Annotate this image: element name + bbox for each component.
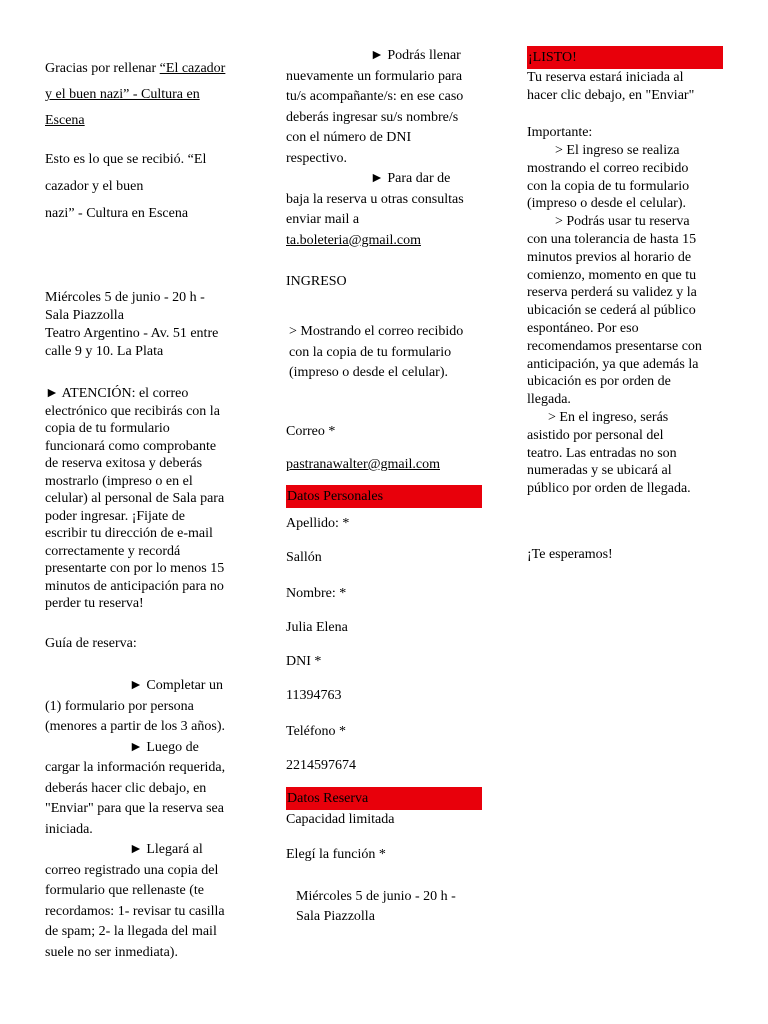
intro-text: [45, 56, 245, 134]
section-datos-personales: Datos Personales: [286, 485, 482, 508]
importante-line: con la copia de tu formulario: [527, 178, 690, 194]
dni-label: DNI *: [286, 654, 322, 669]
guia-step-2-head: ► Luego de: [129, 739, 199, 755]
atencion-line: minutos de anticipación para no: [45, 578, 224, 594]
companion-line: con el número de DNI: [286, 130, 412, 145]
atencion-line: ► ATENCIÓN: el correo: [45, 386, 189, 401]
listo-body: [527, 69, 723, 105]
importante-line: recomendamos presentarse con: [527, 338, 702, 354]
importante-line: asistido por personal del: [527, 427, 664, 443]
atencion-line: mostrarlo (impreso o en el: [45, 473, 193, 489]
importante-line: con una tolerancia de hasta 15: [527, 231, 697, 247]
apellido-value: Sallón: [286, 550, 322, 565]
importante-line: ubicación es por orden de: [527, 374, 671, 390]
importante-line: minutos previos al horario de: [527, 249, 692, 265]
dni-value: 11394763: [286, 688, 342, 703]
importante-body: [527, 142, 723, 498]
importante-line: > En el ingreso, serás: [527, 409, 669, 425]
guia-3-line: suele no ser inmediata).: [45, 944, 178, 960]
listo-line: hacer clic debajo, en "Enviar": [527, 88, 695, 103]
atencion-line: escribir tu dirección de e-mail: [45, 526, 213, 541]
atencion-line: correctamente y recordá: [45, 543, 181, 559]
importante-line: comienzo, momento en que tu: [527, 267, 697, 283]
form-title-link-end[interactable]: Escena: [45, 113, 85, 128]
companion-line: deberás ingresar su/s nombre/s: [286, 109, 459, 125]
atencion-line: perder tu reserva!: [45, 596, 144, 611]
guia-step-3-body: [45, 861, 245, 964]
importante-heading: Importante:: [527, 125, 593, 140]
atencion-line: de reserva exitosa y deberás: [45, 456, 203, 471]
guia-step-2-body: [45, 758, 245, 840]
ingreso-heading: INGRESO: [286, 274, 347, 289]
telefono-label: Teléfono *: [286, 724, 347, 739]
atencion-line: funcionará como comprobante: [45, 438, 217, 454]
guia-2-line: deberás hacer clic debajo, en: [45, 780, 207, 796]
atencion-line: presentarte con por lo menos 15: [45, 561, 225, 576]
section-datos-reserva: Datos Reserva: [286, 787, 482, 810]
importante-line: público por orden de llegada.: [527, 481, 691, 497]
section-listo: ¡LISTO!: [527, 46, 723, 69]
event-info: Miércoles 5 de junio - 20 h - Sala Piazzolla Teatro Argentino - Av. 51 entre calle 9 y 10. La Plata: [45, 290, 219, 359]
guia-1-line: (menores a partir de los 3 años).: [45, 719, 225, 734]
guia-title: Guía de reserva:: [45, 636, 137, 651]
importante-line: espontáneo. Por eso: [527, 320, 639, 336]
listo-line: Tu reserva estará iniciada al: [527, 70, 684, 85]
funcion-value: Miércoles 5 de junio - 20 h - Sala Piazzolla: [296, 889, 456, 924]
atencion-line: poder ingresar. ¡Fijate de: [45, 508, 185, 524]
importante-line: reserva perderá su validez y la: [527, 285, 697, 301]
guia-2-line: "Enviar" para que la reserva sea: [45, 801, 224, 816]
guia-2-line: cargar la información requerida,: [45, 760, 226, 775]
telefono-value: 2214597674: [286, 758, 356, 773]
guia-step-1-head: ► Completar un: [129, 678, 223, 693]
guia-2-line: iniciada.: [45, 821, 93, 837]
correo-value[interactable]: pastranawalter@gmail.com: [286, 457, 440, 472]
importante-line: llegada.: [527, 392, 571, 408]
guia-step-1-body: [45, 697, 245, 738]
companion-info: ► Podrás llenar nuevamente un formulario para tu/s acompañante/s: en ese caso deberás ingresar su/s nombre/s con el número de DNI respectivo. ► Para dar de baja la reserva u otras consultas enviar mail a ta.boleteria@gmail.com: [286, 46, 482, 251]
importante-line: > El ingreso se realiza: [527, 143, 680, 158]
baja-line: baja la reserva u otras consultas: [286, 191, 464, 207]
companion-line: tu/s acompañante/s: en ese caso: [286, 89, 464, 104]
importante-line: numeradas y se ubicará al: [527, 463, 672, 479]
companion-line: respectivo.: [286, 150, 348, 166]
correo-label: Correo *: [286, 424, 336, 439]
ingreso-line: con la copia de tu formulario: [289, 344, 452, 360]
importante-line: > Podrás usar tu reserva: [527, 214, 690, 230]
importante-line: mostrando el correo recibido: [527, 160, 689, 176]
importante-line: ubicación se cederá al público: [527, 303, 696, 319]
atencion-line: copia de tu formulario: [45, 421, 170, 436]
importante-line: teatro. Las entradas no son: [527, 445, 677, 461]
guia-step-3-head: ► Llegará al: [129, 842, 203, 857]
guia-1-line: (1) formulario por persona: [45, 698, 194, 714]
guia-steps: [45, 676, 245, 963]
atencion-line: electrónico que recibirás con la: [45, 403, 220, 419]
nombre-value: Julia Elena: [286, 620, 348, 635]
guia-3-line: de spam; 2- la llegada del mail: [45, 924, 217, 939]
apellido-label: Apellido: *: [286, 516, 350, 531]
importante-line: anticipación, ya que además la: [527, 356, 699, 372]
atencion-paragraph: [45, 385, 245, 613]
received-text: Esto es lo que se recibió. “El cazador y el buen nazi” - Cultura en Escena: [45, 152, 207, 221]
ingreso-body: [286, 322, 482, 384]
ingreso-line: > Mostrando el correo recibido: [289, 324, 464, 339]
intro-prefix: Gracias por rellenar: [45, 61, 160, 76]
atencion-line: celular) al personal de Sala para: [45, 491, 225, 506]
guia-3-line: correo registrado una copia del: [45, 862, 219, 878]
guia-3-line: formulario que rellenaste (te: [45, 883, 204, 898]
te-esperamos: ¡Te esperamos!: [527, 547, 613, 562]
funcion-label: Elegí la función *: [286, 847, 386, 862]
nombre-label: Nombre: *: [286, 586, 347, 601]
companion-line: nuevamente un formulario para: [286, 68, 463, 84]
importante-line: (impreso o desde el celular).: [527, 196, 686, 212]
form-title-link-cont[interactable]: y el buen nazi” - Cultura en: [45, 87, 200, 102]
capacidad-text: Capacidad limitada: [286, 812, 395, 827]
boleteria-email-link[interactable]: ta.boleteria@gmail.com: [286, 232, 421, 248]
baja-line: enviar mail a: [286, 212, 360, 227]
form-title-link[interactable]: “El cazador: [159, 61, 226, 76]
ingreso-line: (impreso o desde el celular).: [289, 365, 448, 380]
guia-3-line: recordamos: 1- revisar tu casilla: [45, 903, 225, 919]
